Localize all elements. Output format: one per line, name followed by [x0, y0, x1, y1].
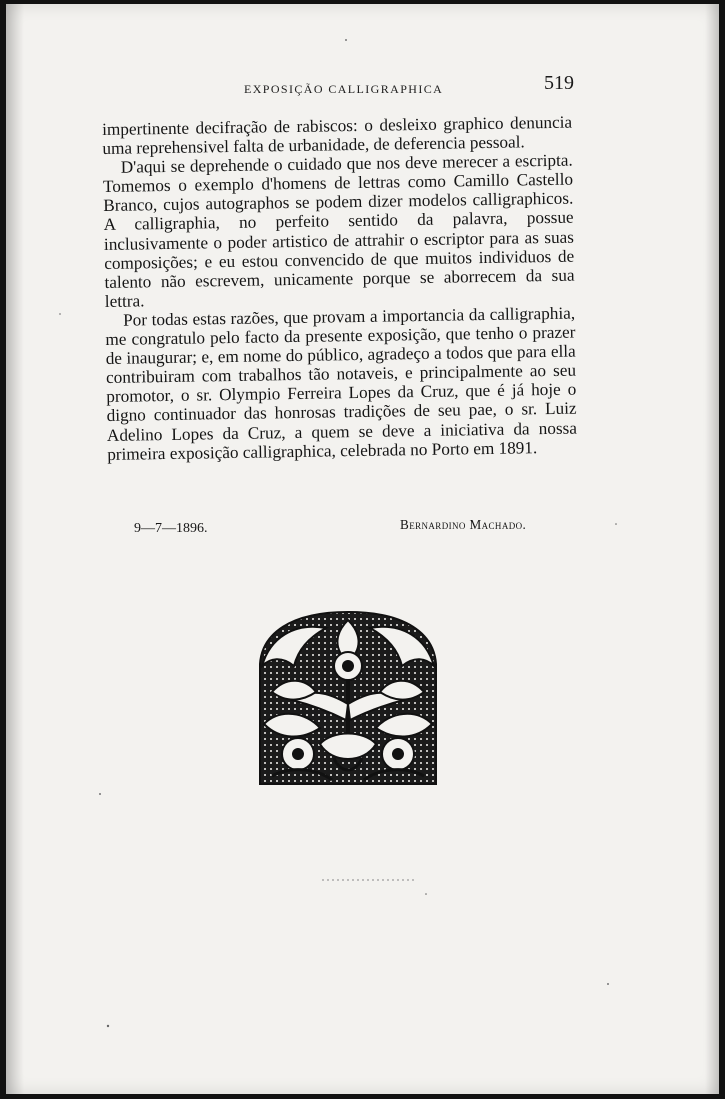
paragraph-2: D'aqui se deprehende o cuidado que nos deve merecer a escripta. Tomemos o exemplo d'homens de lettras como Camillo Castello Branco, cujos autographos se podem dizer modelos calligraphicos. A calligraphia, no perfeito sentido da palavra, possue inclusivamente o poder artistico de attrahir o escriptor para as suas composições; e eu estou convencido de que muitos individuos de talento não escrevem, unicamente porque se aborrecem da sua lettra. — [102, 150, 575, 311]
page — [6, 4, 719, 1094]
page-shadow-right — [705, 4, 719, 1094]
running-head: EXPOSIÇÃO CALLIGRAPHICA — [244, 82, 444, 96]
body-text — [102, 113, 577, 464]
paragraph-1: impertinente decifração de rabiscos: o desleixo graphico denuncia uma reprehensivel falta de urbanidade, de deferencia pessoal. — [102, 112, 573, 159]
page-number: 519 — [544, 72, 574, 94]
author-signature: Bernardino Machado. — [400, 517, 527, 532]
floral-tailpiece-icon — [250, 604, 446, 794]
paragraph-3: Por todas estas razões, que provam a importancia da calligraphia, me congratulo pelo facto da presente exposição, que tenho o prazer de inaugurar; e, em nome do público, agradeço a todos que para ella contribuiram com trabalhos tão notaveis, e principalmente ao seu promotor, o sr. Olympio Ferreira Lopes da Cruz, que é já hoje o digno continuador das honrosas tradições de seu pae, o sr. Luiz Adelino Lopes da Cruz, a quem se deve a iniciativa da nossa primeira exposição calligraphica, celebrada no Porto em 1891. — [105, 303, 578, 464]
page-shadow-left — [6, 4, 24, 1094]
date: 9—7—1896. — [134, 521, 208, 536]
